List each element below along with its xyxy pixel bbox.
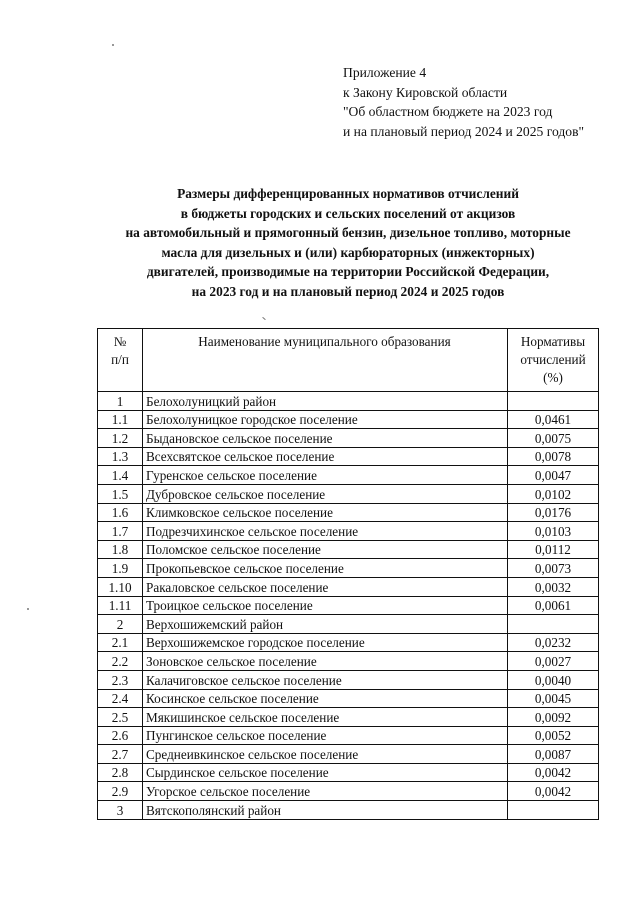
row-value: 0,0092 bbox=[508, 708, 599, 727]
row-value: 0,0176 bbox=[508, 503, 599, 522]
row-number: 2.9 bbox=[98, 782, 143, 801]
column-header-value bbox=[508, 329, 599, 392]
appendix-line: и на плановый период 2024 и 2025 годов" bbox=[343, 123, 585, 139]
row-value: 0,0027 bbox=[508, 652, 599, 671]
header-value-line1: Нормативы bbox=[520, 334, 586, 349]
row-value: 0,0032 bbox=[508, 577, 599, 596]
row-number: 2.2 bbox=[98, 652, 143, 671]
row-number: 2.3 bbox=[98, 670, 143, 689]
row-value: 0,0232 bbox=[508, 633, 599, 652]
scan-speck bbox=[27, 608, 29, 610]
row-name: Гуренское сельское поселение bbox=[143, 466, 508, 485]
table-row bbox=[98, 652, 599, 671]
row-name: Зоновское сельское поселение bbox=[143, 652, 508, 671]
appendix-line: к Закону Кировской области bbox=[343, 84, 508, 100]
table-row bbox=[98, 577, 599, 596]
title-line: Размеры дифференцированных нормативов отчислений bbox=[177, 186, 519, 201]
table-row bbox=[98, 670, 599, 689]
table-row bbox=[98, 503, 599, 522]
row-name: Подрезчихинское сельское поселение bbox=[143, 522, 508, 541]
row-name: Прокопьевское сельское поселение bbox=[143, 559, 508, 578]
column-header-number bbox=[98, 329, 143, 392]
appendix-line: "Об областном бюджете на 2023 год bbox=[343, 104, 553, 120]
table-row bbox=[98, 782, 599, 801]
row-value: 0,0102 bbox=[508, 484, 599, 503]
title-line: на автомобильный и прямогонный бензин, дизельное топливо, моторные bbox=[125, 225, 571, 241]
row-number: 1.4 bbox=[98, 466, 143, 485]
table-row bbox=[98, 540, 599, 559]
row-value: 0,0112 bbox=[508, 540, 599, 559]
row-number: 2.6 bbox=[98, 726, 143, 745]
row-value: 0,0045 bbox=[508, 689, 599, 708]
title-line: на 2023 год и на плановый период 2024 и 2025 годов bbox=[191, 283, 505, 299]
row-value: 0,0061 bbox=[508, 596, 599, 615]
row-value: 0,0087 bbox=[508, 745, 599, 764]
row-name: Всехсвятское сельское поселение bbox=[143, 447, 508, 466]
header-value-line3: (%) bbox=[543, 370, 563, 385]
row-number: 2.4 bbox=[98, 689, 143, 708]
row-value: 0,0040 bbox=[508, 670, 599, 689]
row-value: 0,0073 bbox=[508, 559, 599, 578]
row-name: Калачиговское сельское поселение bbox=[143, 670, 508, 689]
scan-speck bbox=[262, 317, 266, 320]
row-value bbox=[508, 392, 599, 411]
row-number: 2 bbox=[98, 615, 143, 634]
title-line: масла для дизельных и (или) карбюраторных (инжекторных) bbox=[161, 244, 535, 260]
title-line: двигателей, производимые на территории Российской Федерации, bbox=[146, 264, 550, 280]
title-line: в бюджеты городских и сельских поселений от акцизов bbox=[180, 205, 516, 221]
row-value bbox=[508, 615, 599, 634]
row-number: 2.5 bbox=[98, 708, 143, 727]
row-name: Верхошижемское городское поселение bbox=[143, 633, 508, 652]
table-row bbox=[98, 484, 599, 503]
row-name: Угорское сельское поселение bbox=[143, 782, 508, 801]
row-number: 1.5 bbox=[98, 484, 143, 503]
row-value bbox=[508, 801, 599, 820]
row-name: Среднеивкинское сельское поселение bbox=[143, 745, 508, 764]
column-header-name: Наименование муниципального образования bbox=[143, 329, 508, 392]
row-number: 2.8 bbox=[98, 763, 143, 782]
row-number: 1 bbox=[98, 392, 143, 411]
row-name: Белохолуницкое городское поселение bbox=[143, 410, 508, 429]
row-number: 2.1 bbox=[98, 633, 143, 652]
document-title bbox=[80, 184, 616, 302]
table-row bbox=[98, 801, 599, 820]
row-name: Сырдинское сельское поселение bbox=[143, 763, 508, 782]
row-number: 1.3 bbox=[98, 447, 143, 466]
table-row bbox=[98, 559, 599, 578]
norms-table bbox=[97, 328, 599, 820]
row-name: Косинское сельское поселение bbox=[143, 689, 508, 708]
table-row bbox=[98, 763, 599, 782]
row-number: 2.7 bbox=[98, 745, 143, 764]
table-row bbox=[98, 596, 599, 615]
table-row bbox=[98, 522, 599, 541]
table-row bbox=[98, 615, 599, 634]
row-number: 3 bbox=[98, 801, 143, 820]
row-number: 1.10 bbox=[98, 577, 143, 596]
table-row bbox=[98, 447, 599, 466]
header-value-line2: отчислений bbox=[520, 352, 586, 367]
row-number: 1.7 bbox=[98, 522, 143, 541]
appendix-line: Приложение 4 bbox=[343, 65, 427, 80]
table-row bbox=[98, 689, 599, 708]
row-name: Белохолуницкий район bbox=[143, 392, 508, 411]
row-name: Быдановское сельское поселение bbox=[143, 429, 508, 448]
row-name: Ракаловское сельское поселение bbox=[143, 577, 508, 596]
row-value: 0,0103 bbox=[508, 522, 599, 541]
row-value: 0,0042 bbox=[508, 763, 599, 782]
row-value: 0,0078 bbox=[508, 447, 599, 466]
table-row bbox=[98, 708, 599, 727]
table-row bbox=[98, 466, 599, 485]
row-value: 0,0042 bbox=[508, 782, 599, 801]
table-row bbox=[98, 392, 599, 411]
row-value: 0,0052 bbox=[508, 726, 599, 745]
row-value: 0,0075 bbox=[508, 429, 599, 448]
row-name: Вятскополянский район bbox=[143, 801, 508, 820]
row-number: 1.6 bbox=[98, 503, 143, 522]
table-row bbox=[98, 410, 599, 429]
header-number-line1: № bbox=[113, 334, 127, 349]
appendix-header bbox=[343, 63, 584, 141]
table-row bbox=[98, 633, 599, 652]
row-name: Пунгинское сельское поселение bbox=[143, 726, 508, 745]
row-number: 1.1 bbox=[98, 410, 143, 429]
table-row bbox=[98, 726, 599, 745]
row-name: Верхошижемский район bbox=[143, 615, 508, 634]
row-number: 1.8 bbox=[98, 540, 143, 559]
row-name: Мякишинское сельское поселение bbox=[143, 708, 508, 727]
row-number: 1.2 bbox=[98, 429, 143, 448]
row-value: 0,0461 bbox=[508, 410, 599, 429]
row-name: Поломское сельское поселение bbox=[143, 540, 508, 559]
row-number: 1.11 bbox=[98, 596, 143, 615]
table-row bbox=[98, 745, 599, 764]
row-name: Троицкое сельское поселение bbox=[143, 596, 508, 615]
table-header-row bbox=[98, 329, 599, 392]
table-row bbox=[98, 429, 599, 448]
header-number-line2: п/п bbox=[111, 352, 129, 367]
row-name: Дубровское сельское поселение bbox=[143, 484, 508, 503]
row-name: Климковское сельское поселение bbox=[143, 503, 508, 522]
row-number: 1.9 bbox=[98, 559, 143, 578]
scan-speck bbox=[112, 44, 114, 46]
row-value: 0,0047 bbox=[508, 466, 599, 485]
